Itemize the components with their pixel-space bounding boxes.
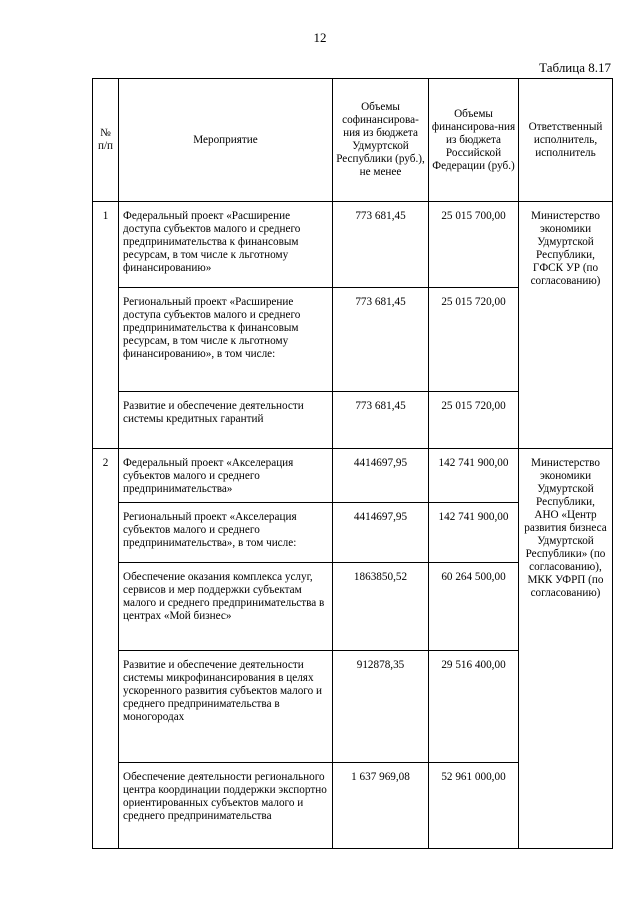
activity-cell: Обеспечение оказания комплекса услуг, сервисов и мер поддержки субъектам малого и среднего предпринимательства в центрах «Мой бизнес» bbox=[119, 563, 333, 651]
federal-cell: 25 015 700,00 bbox=[429, 202, 519, 288]
cofinancing-cell: 1 637 969,08 bbox=[333, 763, 429, 849]
activity-cell: Региональный проект «Акселерация субъектов малого и среднего предпринимательства», в том числе: bbox=[119, 503, 333, 563]
header-responsible: Ответственный исполнитель, исполнитель bbox=[519, 79, 613, 202]
activity-cell: Развитие и обеспечение деятельности системы микрофинансирования в целях ускоренного развития субъектов малого и среднего предпринимательства в моногородах bbox=[119, 651, 333, 763]
group-number: 1 bbox=[93, 202, 119, 449]
responsible-cell: Министерство экономики Удмуртской Республики, АНО «Центр развития бизнеса Удмуртской Республики» (по согласованию), МКК УФРП (по согласованию) bbox=[519, 449, 613, 849]
federal-cell: 60 264 500,00 bbox=[429, 563, 519, 651]
activity-cell: Развитие и обеспечение деятельности системы кредитных гарантий bbox=[119, 392, 333, 449]
cofinancing-cell: 773 681,45 bbox=[333, 392, 429, 449]
federal-cell: 25 015 720,00 bbox=[429, 288, 519, 392]
federal-cell: 25 015 720,00 bbox=[429, 392, 519, 449]
federal-cell: 142 741 900,00 bbox=[429, 449, 519, 503]
federal-cell: 142 741 900,00 bbox=[429, 503, 519, 563]
cofinancing-cell: 773 681,45 bbox=[333, 288, 429, 392]
header-row bbox=[93, 79, 613, 202]
cofinancing-cell: 4414697,95 bbox=[333, 503, 429, 563]
page-number: 12 bbox=[313, 30, 327, 45]
responsible-cell: Министерство экономики Удмуртской Республики, ГФСК УР (по согласованию) bbox=[519, 202, 613, 449]
header-federal: Объемы финансирова-ния из бюджета Российской Федерации (руб.) bbox=[429, 79, 519, 202]
cofinancing-cell: 1863850,52 bbox=[333, 563, 429, 651]
group-number: 2 bbox=[93, 449, 119, 849]
cofinancing-cell: 773 681,45 bbox=[333, 202, 429, 288]
activity-cell: Федеральный проект «Расширение доступа субъектов малого и среднего предпринимательства к финансовым ресурсам, в том числе к льготному финансированию» bbox=[119, 202, 333, 288]
cofinancing-cell: 4414697,95 bbox=[333, 449, 429, 503]
activity-cell: Федеральный проект «Акселерация субъектов малого и среднего предпринимательства» bbox=[119, 449, 333, 503]
activity-cell: Региональный проект «Расширение доступа субъектов малого и среднего предпринимательства к финансовым ресурсам, в том числе к льготному финансированию», в том числе: bbox=[119, 288, 333, 392]
table-row bbox=[93, 449, 613, 503]
table-row bbox=[93, 202, 613, 288]
header-activity: Мероприятие bbox=[119, 79, 333, 202]
activity-cell: Обеспечение деятельности регионального центра координации поддержки экспортно ориентированных субъектов малого и среднего предпринимательства bbox=[119, 763, 333, 849]
financing-table bbox=[92, 78, 613, 849]
table-caption: Таблица 8.17 bbox=[539, 60, 611, 75]
federal-cell: 52 961 000,00 bbox=[429, 763, 519, 849]
header-num: № п/п bbox=[93, 79, 119, 202]
cofinancing-cell: 912878,35 bbox=[333, 651, 429, 763]
header-cofinancing: Объемы софинансирова-ния из бюджета Удмуртской Республики (руб.), не менее bbox=[333, 79, 429, 202]
federal-cell: 29 516 400,00 bbox=[429, 651, 519, 763]
